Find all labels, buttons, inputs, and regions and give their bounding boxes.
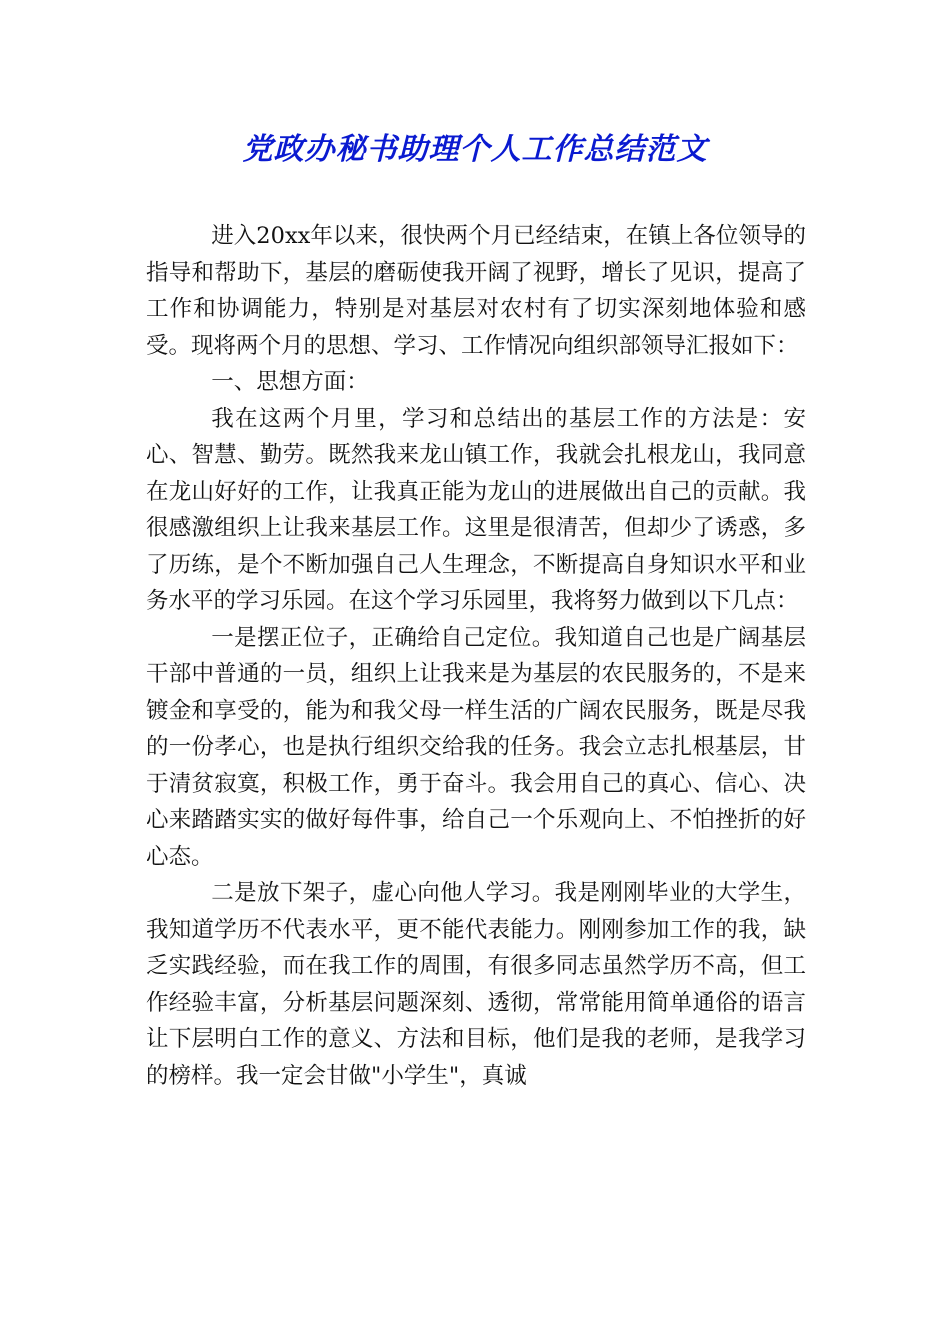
paragraph-point-one: 一是摆正位子，正确给自己定位。我知道自己也是广阔基层干部中普通的一员，组织上让我来是为基层的农民服务的，不是来镀金和享受的，能为和我父母一样生活的广阔农民服务，既是尽我的一份孝心，也是执行组织交给我的任务。我会立志扎根基层，甘于清贫寂寞，积极工作，勇于奋斗。我会用自己的真心、信心、决心来踏踏实实的做好每件事，给自己一个乐观向上、不怕挫折的好心态。 <box>146 624 806 870</box>
paragraph-methods: 我在这两个月里，学习和总结出的基层工作的方法是：安心、智慧、勤劳。既然我来龙山镇工作，我就会扎根龙山，我同意在龙山好好的工作，让我真正能为龙山的进展做出自己的贡献。我很感激组织上让我来基层工作。这里是很清苦，但却少了诱惑，多了历练，是个不断加强自己人生理念，不断提高自身知识水平和业务水平的学习乐园。在这个学习乐园里，我将努力做到以下几点： <box>146 405 806 614</box>
document-title: 党政办秘书助理个人工作总结范文 <box>242 132 708 167</box>
paragraph-section-heading: 一、思想方面： <box>211 369 369 395</box>
paragraph-intro: 进入20xx年以来，很快两个月已经结束，在镇上各位领导的指导和帮助下，基层的磨砺使我开阔了视野，增长了见识，提高了工作和协调能力，特别是对基层对农村有了切实深刻地体验和感受。现将两个月的思想、学习、工作情况向组织部领导汇报如下： <box>146 223 806 359</box>
paragraph-point-two: 二是放下架子，虚心向他人学习。我是刚刚毕业的大学生，我知道学历不代表水平，更不能代表能力。刚刚参加工作的我，缺乏实践经验，而在我工作的周围，有很多同志虽然学历不高，但工作经验丰富，分析基层问题深刻、透彻，常常能用简单通俗的语言让下层明白工作的意义、方法和目标，他们是我的老师，是我学习的榜样。我一定会甘做"小学生"，真诚 <box>146 880 806 1089</box>
document-body <box>146 218 806 1094</box>
